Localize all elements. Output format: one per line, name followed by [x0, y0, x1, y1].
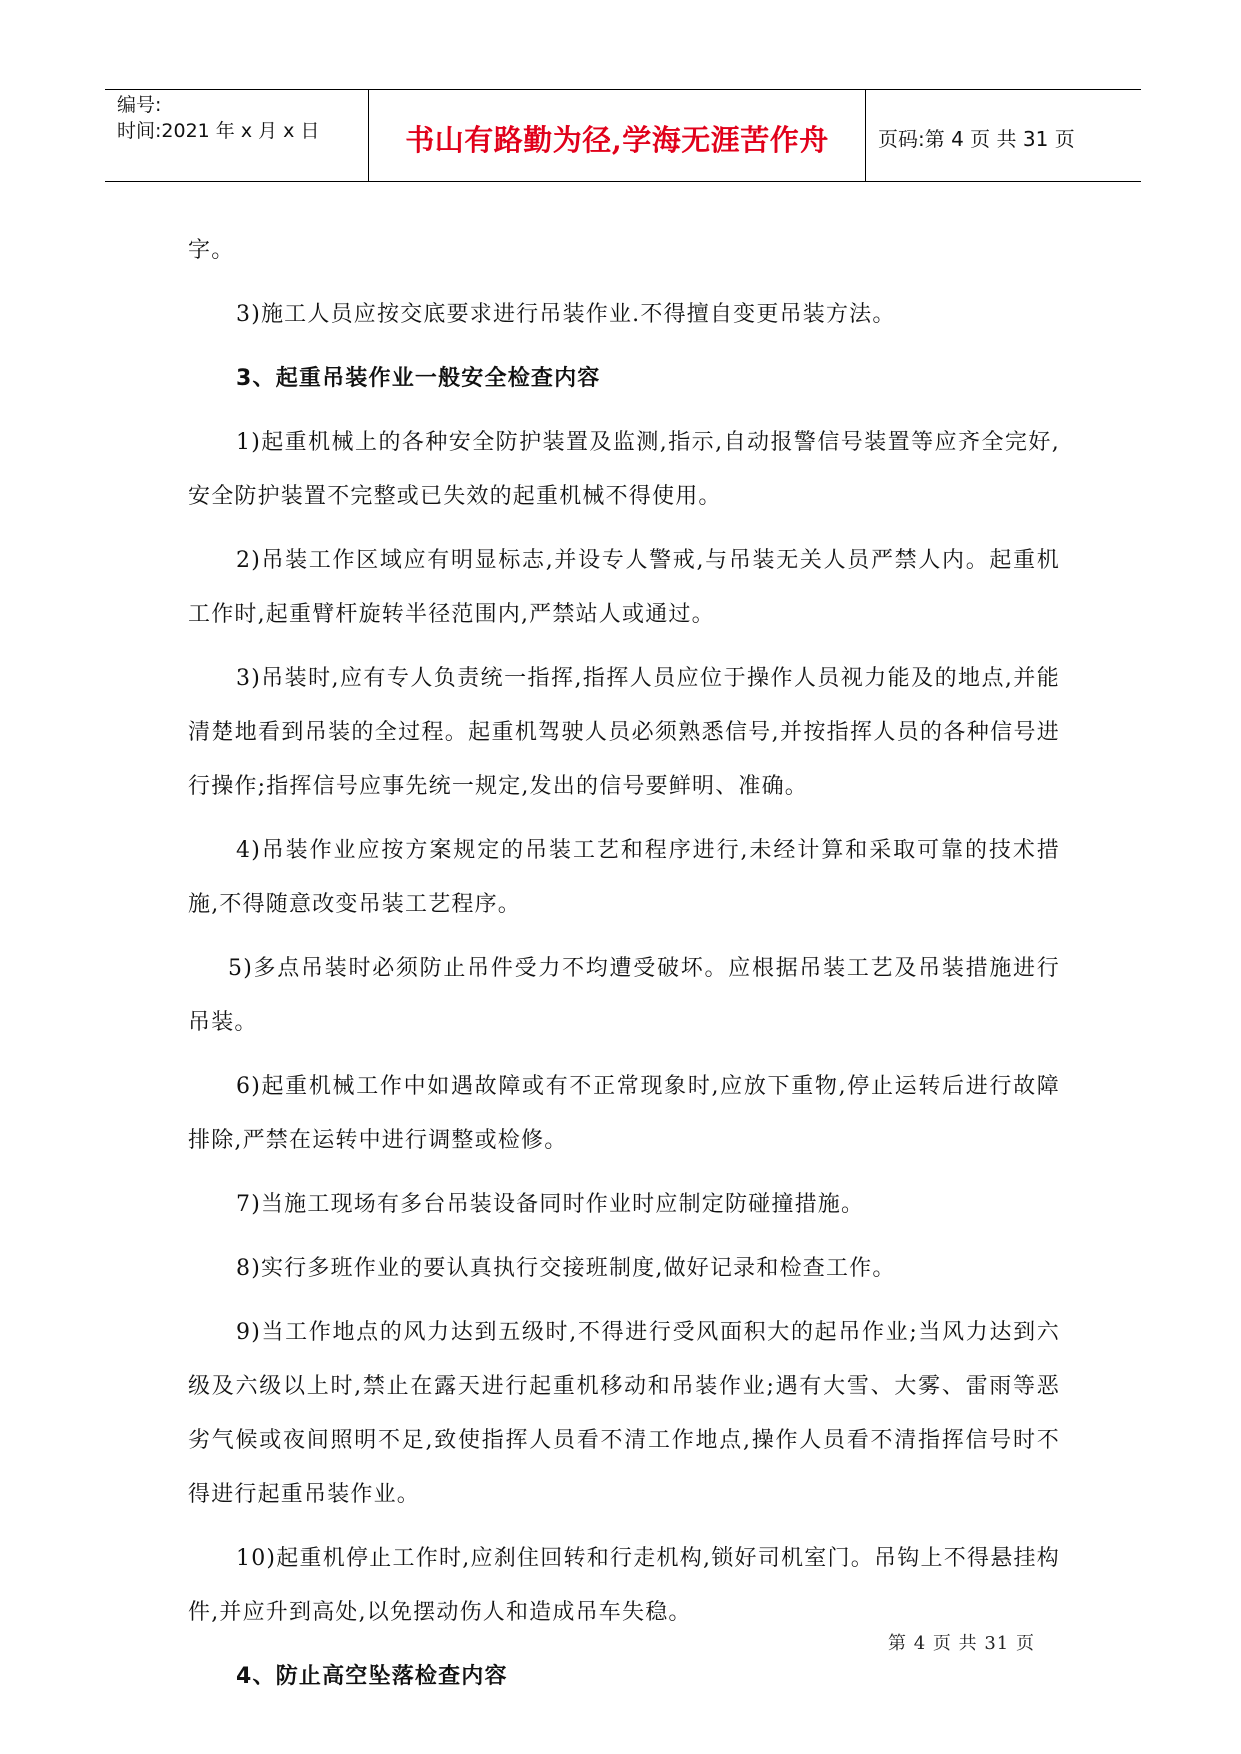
motto-text: 书山有路勤为径,学海无涯苦作舟	[405, 123, 829, 157]
paragraph: 3)吊装时,应有专人负责统一指挥,指挥人员应位于操作人员视力能及的地点,并能清楚地看到吊装的全过程。起重机驾驶人员必须熟悉信号,并按指挥人员的各种信号进行操作;指挥信号应事先统一规定,发出的信号要鲜明、准确。	[188, 666, 1060, 799]
time-label: 时间:2021 年 x 月 x 日	[117, 120, 320, 142]
paragraph-continuation: 字。	[188, 238, 235, 263]
page-header	[105, 89, 1141, 182]
section-heading: 3、起重吊装作业一般安全检查内容	[236, 366, 601, 391]
section-heading: 4、防止高空坠落检查内容	[236, 1664, 508, 1689]
page-footer: 第 4 页 共 31 页	[888, 1633, 1035, 1654]
header-info-cell	[105, 90, 369, 181]
paragraph: 5)多点吊装时必须防止吊件受力不均遭受破坏。应根据吊装工艺及吊装措施进行吊装。	[188, 956, 1060, 1035]
number-label: 编号:	[117, 94, 162, 116]
header-page-cell	[866, 90, 1141, 181]
header-motto-cell	[369, 90, 866, 181]
paragraph: 1)起重机械上的各种安全防护装置及监测,指示,自动报警信号装置等应齐全完好,安全防护装置不完整或已失效的起重机械不得使用。	[188, 430, 1060, 509]
paragraph: 8)实行多班作业的要认真执行交接班制度,做好记录和检查工作。	[236, 1256, 896, 1281]
paragraph: 3)施工人员应按交底要求进行吊装作业.不得擅自变更吊装方法。	[236, 302, 896, 327]
paragraph: 2)吊装工作区域应有明显标志,并设专人警戒,与吊装无关人员严禁人内。起重机工作时,起重臂杆旋转半径范围内,严禁站人或通过。	[188, 548, 1060, 627]
paragraph: 9)当工作地点的风力达到五级时,不得进行受风面积大的起吊作业;当风力达到六级及六级以上时,禁止在露天进行起重机移动和吊装作业;遇有大雪、大雾、雷雨等恶劣气候或夜间照明不足,致使指挥人员看不清工作地点,操作人员看不清指挥信号时不得进行起重吊装作业。	[188, 1320, 1060, 1507]
page-code: 页码:第 4 页 共 31 页	[878, 127, 1075, 151]
paragraph: 10)起重机停止工作时,应刹住回转和行走机构,锁好司机室门。吊钩上不得悬挂构件,并应升到高处,以免摆动伤人和造成吊车失稳。	[188, 1546, 1060, 1625]
paragraph: 6)起重机械工作中如遇故障或有不正常现象时,应放下重物,停止运转后进行故障排除,严禁在运转中进行调整或检修。	[188, 1074, 1060, 1153]
paragraph: 4)吊装作业应按方案规定的吊装工艺和程序进行,未经计算和采取可靠的技术措施,不得随意改变吊装工艺程序。	[188, 838, 1060, 917]
paragraph: 7)当施工现场有多台吊装设备同时作业时应制定防碰撞措施。	[236, 1192, 865, 1217]
document-body	[188, 224, 1060, 1714]
